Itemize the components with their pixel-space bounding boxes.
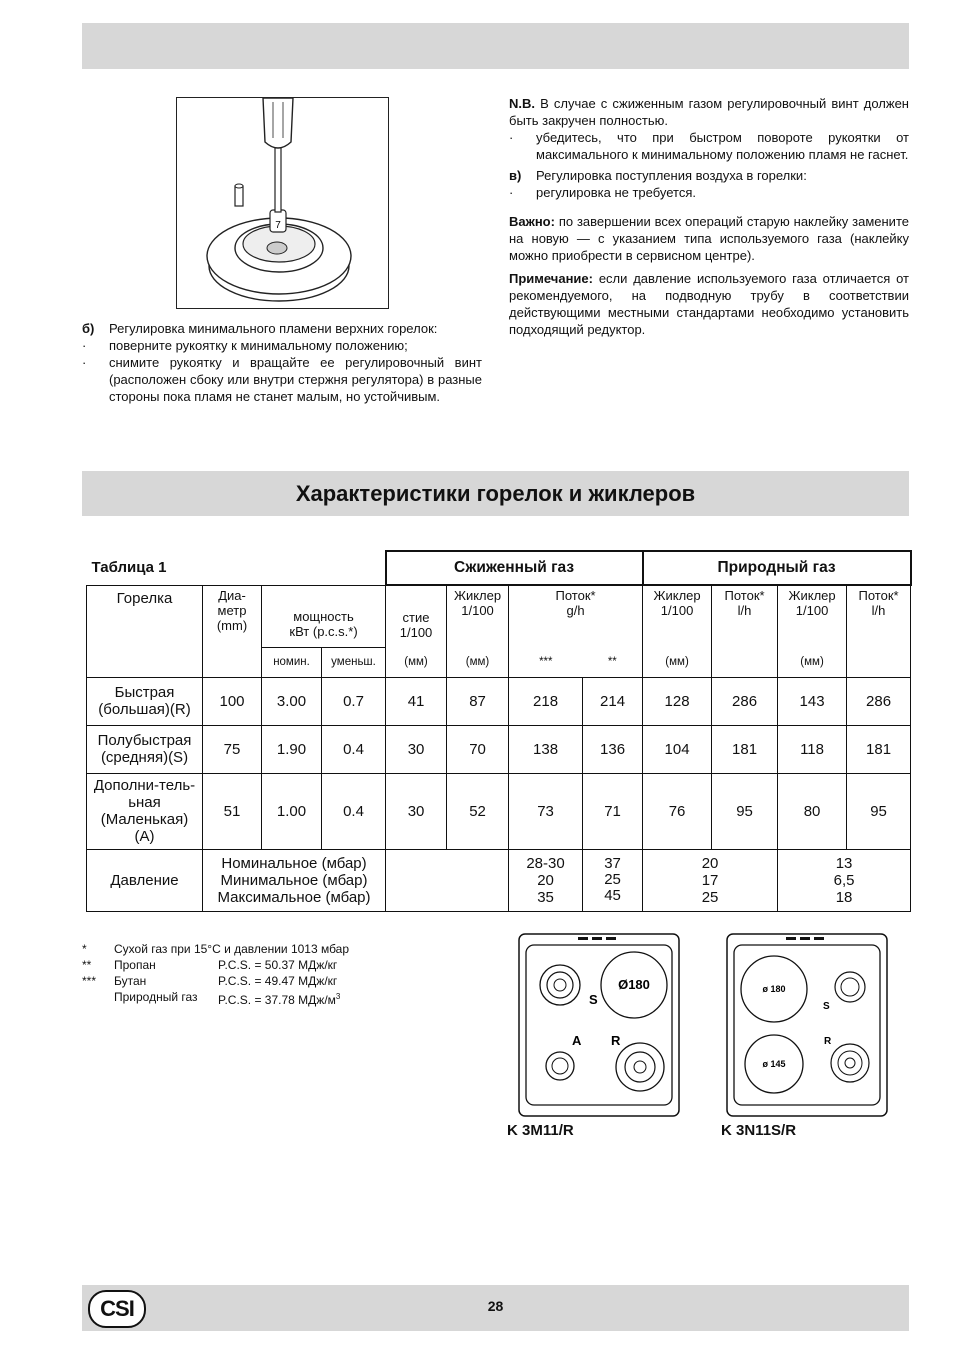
table-cell: 214 xyxy=(583,677,643,725)
table-cell: 73 xyxy=(509,773,583,849)
table-cell: 218 xyxy=(509,677,583,725)
footnote-row xyxy=(82,941,412,957)
footnotes xyxy=(82,941,412,1008)
table-cell: 0.7 xyxy=(322,677,386,725)
hob-diagram-k3m11r xyxy=(518,933,680,1117)
step-b-title: Регулировка минимального пламени верхних горелок: xyxy=(109,321,438,336)
footer-band xyxy=(82,1285,909,1331)
table-cell: 71 xyxy=(583,773,643,849)
row-burner-name: Полубыстрая (средняя)(S) xyxy=(87,725,203,773)
group-lpg: Сжиженный газ xyxy=(386,551,643,585)
table-cell: 70 xyxy=(447,725,509,773)
table-cell: 95 xyxy=(847,773,911,849)
header-jet-ng1: Жиклер 1/100 xyxy=(643,585,712,647)
table-cell: 1.90 xyxy=(262,725,322,773)
footnote-row xyxy=(82,973,412,989)
footnote-mark: *** xyxy=(82,974,97,988)
footnote-value: P.C.S. = 50.37 МДж/кг xyxy=(218,958,338,972)
burner-r-label: R xyxy=(824,1036,832,1047)
header-burner: Горелка xyxy=(87,585,203,677)
footnote-gas: Природный газ xyxy=(114,990,198,1004)
step-b-bullet-1: поверните рукоятку к минимальному положению; xyxy=(109,338,408,353)
step-v-label: в) xyxy=(509,168,522,183)
pressure-butane: 28-30 20 35 xyxy=(509,849,583,911)
table-row xyxy=(87,677,911,725)
bullet-dot: · xyxy=(509,130,514,145)
header-flow-butane: *** xyxy=(509,647,583,677)
nb-text: В случае с сжиженным газом регулировочный винт должен быть закручен полностью. xyxy=(509,96,909,128)
note-text: если давление используемого газа отличается от рекомендуемого, на подводную трубу в соответствии действующими местными стандартами необходимо установить подходящий редуктор. xyxy=(509,271,909,337)
table-cell: 118 xyxy=(778,725,847,773)
footnote-sup: 3 xyxy=(335,992,341,1001)
header-jet-ng2: Жиклер 1/100 xyxy=(778,585,847,647)
big-burner-label: Ø180 xyxy=(618,977,650,992)
table-cell: 128 xyxy=(643,677,712,725)
table-cell: 143 xyxy=(778,677,847,725)
diagram1-caption: K 3M11/R xyxy=(507,1122,574,1139)
burner-a-label: A xyxy=(572,1033,582,1048)
pressure-ng2: 13 6,5 18 xyxy=(778,849,911,911)
step-v-text: Регулировка поступления воздуха в горелки: xyxy=(536,168,807,183)
burner-s-label: S xyxy=(823,1001,830,1012)
header-flow-ng2-unit xyxy=(847,647,911,677)
table-cell: 41 xyxy=(386,677,447,725)
right-instructions xyxy=(509,95,909,338)
logo-text: CSI xyxy=(100,1296,134,1321)
page-number: 28 xyxy=(487,1298,504,1314)
header-bypass-unit: (мм) xyxy=(386,647,447,677)
table-cell: 181 xyxy=(847,725,911,773)
table-cell: 181 xyxy=(712,725,778,773)
pressure-empty xyxy=(386,849,509,911)
step-v-bullet: регулировка не требуется. xyxy=(536,185,697,200)
table-cell: 138 xyxy=(509,725,583,773)
header-flow-propane: ** xyxy=(583,647,643,677)
table-caption: Таблица 1 xyxy=(91,559,167,577)
step-b-label: б) xyxy=(82,321,95,336)
row-burner-name: Быстрая (большая)(R) xyxy=(87,677,203,725)
left-instructions xyxy=(82,320,482,405)
important-text: по завершении всех операций старую наклейку замените на новую — с указанием типа используемого газа (наклейку можно приобрести в сервисном центре). xyxy=(509,214,909,263)
section-title: Характеристики горелок и жиклеров xyxy=(295,480,696,506)
table-row xyxy=(87,725,911,773)
footnote-gas: Бутан xyxy=(114,974,147,988)
pressure-ng1: 20 17 25 xyxy=(643,849,778,911)
footnote-value: P.C.S. = 49.47 МДж/кг xyxy=(218,974,338,988)
plate-180-label: ø 180 xyxy=(762,984,786,994)
header-jet-ng2-unit: (мм) xyxy=(778,647,847,677)
header-power-nom: номин. xyxy=(262,647,322,677)
header-diameter: Диа- метр (mm) xyxy=(203,585,262,677)
table-cell: 1.00 xyxy=(262,773,322,849)
header-power: мощность кВт (p.c.s.*) xyxy=(262,585,386,647)
hob-k3n11sr-drawing xyxy=(726,933,888,1117)
table-cell: 76 xyxy=(643,773,712,849)
pressure-row xyxy=(87,849,911,911)
row-burner-name: Дополни-тель- ьная (Маленькая) (A) xyxy=(87,773,203,849)
plate-145-label: ø 145 xyxy=(762,1059,786,1069)
figure-digit: 7 xyxy=(275,220,281,231)
header-jet-lpg: Жиклер 1/100 xyxy=(447,585,509,647)
table-cell: 104 xyxy=(643,725,712,773)
header-flow-lpg: Поток* g/h xyxy=(509,585,643,647)
header-bypass: стие 1/100 xyxy=(386,585,447,647)
screwdriver-burner-illustration xyxy=(177,98,388,308)
table-cell: 87 xyxy=(447,677,509,725)
table-cell: 30 xyxy=(386,725,447,773)
adjustment-figure xyxy=(176,97,389,309)
nb-bullet: убедитесь, что при быстром повороте рукоятки от максимального к минимальному положению пламя не гаснет. xyxy=(536,130,909,162)
burner-table xyxy=(86,550,912,912)
table-cell: 75 xyxy=(203,725,262,773)
pressure-propane: 37 25 45 xyxy=(583,849,643,911)
footnote-row xyxy=(82,989,412,1008)
hob-diagram-k3n11sr xyxy=(726,933,888,1117)
footnote-mark: ** xyxy=(82,958,92,972)
table-row xyxy=(87,773,911,849)
table-cell: 136 xyxy=(583,725,643,773)
table-cell: 95 xyxy=(712,773,778,849)
table-cell: 286 xyxy=(712,677,778,725)
header-flow-ng2: Поток* l/h xyxy=(847,585,911,647)
footnote-mark: * xyxy=(82,942,87,956)
table-cell: 80 xyxy=(778,773,847,849)
bullet-dot: · xyxy=(509,185,514,200)
footnote-row xyxy=(82,957,412,973)
footnote-value: P.C.S. = 37.78 МДж/м xyxy=(218,993,336,1007)
table-cell: 286 xyxy=(847,677,911,725)
burner-s-label: S xyxy=(589,992,598,1007)
bullet-dot: · xyxy=(82,338,87,353)
header-band xyxy=(82,23,909,69)
table-cell: 52 xyxy=(447,773,509,849)
pressure-label: Давление xyxy=(87,849,203,911)
header-jet-lpg-unit: (мм) xyxy=(447,647,509,677)
group-ng: Природный газ xyxy=(643,551,911,585)
table-cell: 51 xyxy=(203,773,262,849)
table-cell: 0.4 xyxy=(322,773,386,849)
note-label: Примечание: xyxy=(509,271,593,286)
diagram2-caption: K 3N11S/R xyxy=(721,1122,797,1139)
important-label: Важно: xyxy=(509,214,555,229)
section-title-band xyxy=(82,471,909,516)
table-cell: 100 xyxy=(203,677,262,725)
pressure-names: Номинальное (мбар) Минимальное (мбар) Максимальное (мбар) xyxy=(203,849,386,911)
footnote-gas: Пропан xyxy=(114,958,156,972)
footnote-mark xyxy=(82,989,114,1008)
bullet-dot: · xyxy=(82,355,87,370)
header-power-red: уменьш. xyxy=(322,647,386,677)
table-cell: 3.00 xyxy=(262,677,322,725)
table-cell: 0.4 xyxy=(322,725,386,773)
header-jet-ng1-unit: (мм) xyxy=(643,647,712,677)
hob-k3m11r-drawing xyxy=(518,933,680,1117)
nb-label: N.B. xyxy=(509,96,535,111)
header-flow-ng1: Поток* l/h xyxy=(712,585,778,647)
burner-r-label: R xyxy=(611,1033,621,1048)
header-flow-ng1-unit xyxy=(712,647,778,677)
table-cell: 30 xyxy=(386,773,447,849)
step-b-bullet-2: снимите рукоятку и вращайте ее регулировочный винт (расположен сбоку или внутри стержня регулятора) в разные стороны пока пламя не станет малым, но устойчивым. xyxy=(109,355,482,404)
footnote-text: Сухой газ при 15°С и давлении 1013 мбар xyxy=(114,942,350,956)
